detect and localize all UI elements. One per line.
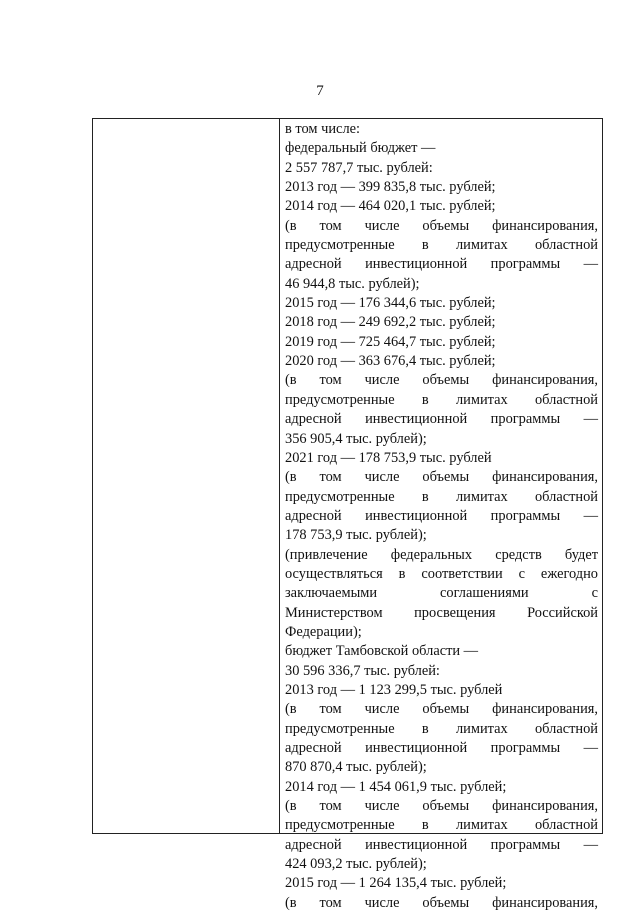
text-line: 2013 год — 399 835,8 тыс. рублей; bbox=[285, 179, 496, 196]
table-right-cell bbox=[280, 119, 602, 911]
text-line: 178 753,9 тыс. рублей); bbox=[285, 527, 427, 544]
text-line: 870 870,4 тыс. рублей); bbox=[285, 759, 427, 776]
text-line: 2014 год — 464 020,1 тыс. рублей; bbox=[285, 198, 496, 215]
text-line: адресной инвестиционной программы — bbox=[285, 256, 598, 273]
text-line: предусмотренные в лимитах областной bbox=[285, 391, 598, 408]
text-line: (привлечение федеральных средств будет bbox=[285, 546, 598, 563]
text-line: (в том числе объемы финансирования, bbox=[285, 894, 598, 911]
text-line: 30 596 336,7 тыс. рублей: bbox=[285, 662, 440, 679]
text-line: предусмотренные в лимитах областной bbox=[285, 237, 598, 254]
text-line: предусмотренные в лимитах областной bbox=[285, 817, 598, 834]
text-line: федеральный бюджет — bbox=[285, 140, 436, 157]
funding-table bbox=[92, 118, 603, 911]
text-line: 424 093,2 тыс. рублей); bbox=[285, 856, 427, 873]
text-line: (в том числе объемы финансирования, bbox=[285, 372, 598, 389]
text-line: адресной инвестиционной программы — bbox=[285, 507, 598, 524]
page-number: 7 bbox=[316, 83, 324, 99]
text-line: 2014 год — 1 454 061,9 тыс. рублей; bbox=[285, 778, 507, 795]
text-line: Федерации); bbox=[285, 623, 362, 640]
text-line: (в том числе объемы финансирования, bbox=[285, 469, 598, 486]
text-line: 46 944,8 тыс. рублей); bbox=[285, 275, 420, 292]
text-line: предусмотренные в лимитах областной bbox=[285, 488, 598, 505]
text-line: адресной инвестиционной программы — bbox=[285, 411, 598, 428]
text-line: адресной инвестиционной программы — bbox=[285, 836, 598, 853]
text-line: 2020 год — 363 676,4 тыс. рублей; bbox=[285, 353, 496, 370]
text-line: бюджет Тамбовской области — bbox=[285, 643, 479, 660]
text-line: в том числе: bbox=[285, 121, 361, 137]
text-line: 2015 год — 1 264 135,4 тыс. рублей; bbox=[285, 875, 507, 892]
text-line: осуществляться в соответствии с ежегодно bbox=[285, 565, 598, 582]
text-line: 2015 год — 176 344,6 тыс. рублей; bbox=[285, 295, 496, 312]
text-line: заключаемыми соглашениями с bbox=[285, 585, 598, 602]
text-line: (в том числе объемы финансирования, bbox=[285, 217, 598, 234]
text-line: 2021 год — 178 753,9 тыс. рублей bbox=[285, 449, 492, 466]
text-line: (в том числе объемы финансирования, bbox=[285, 798, 598, 815]
text-line: адресной инвестиционной программы — bbox=[285, 740, 598, 756]
table-left-cell bbox=[93, 119, 280, 833]
text-line: Министерством просвещения Российской bbox=[285, 604, 598, 621]
text-line: (в том числе объемы финансирования, bbox=[285, 701, 598, 718]
text-line: 2 557 787,7 тыс. рублей: bbox=[285, 159, 433, 176]
text-line: предусмотренные в лимитах областной bbox=[285, 720, 598, 737]
text-line: 2018 год — 249 692,2 тыс. рублей; bbox=[285, 314, 496, 331]
text-line: 356 905,4 тыс. рублей); bbox=[285, 430, 427, 447]
text-line: 2019 год — 725 464,7 тыс. рублей; bbox=[285, 333, 496, 350]
text-line: 2013 год — 1 123 299,5 тыс. рублей bbox=[285, 681, 503, 698]
